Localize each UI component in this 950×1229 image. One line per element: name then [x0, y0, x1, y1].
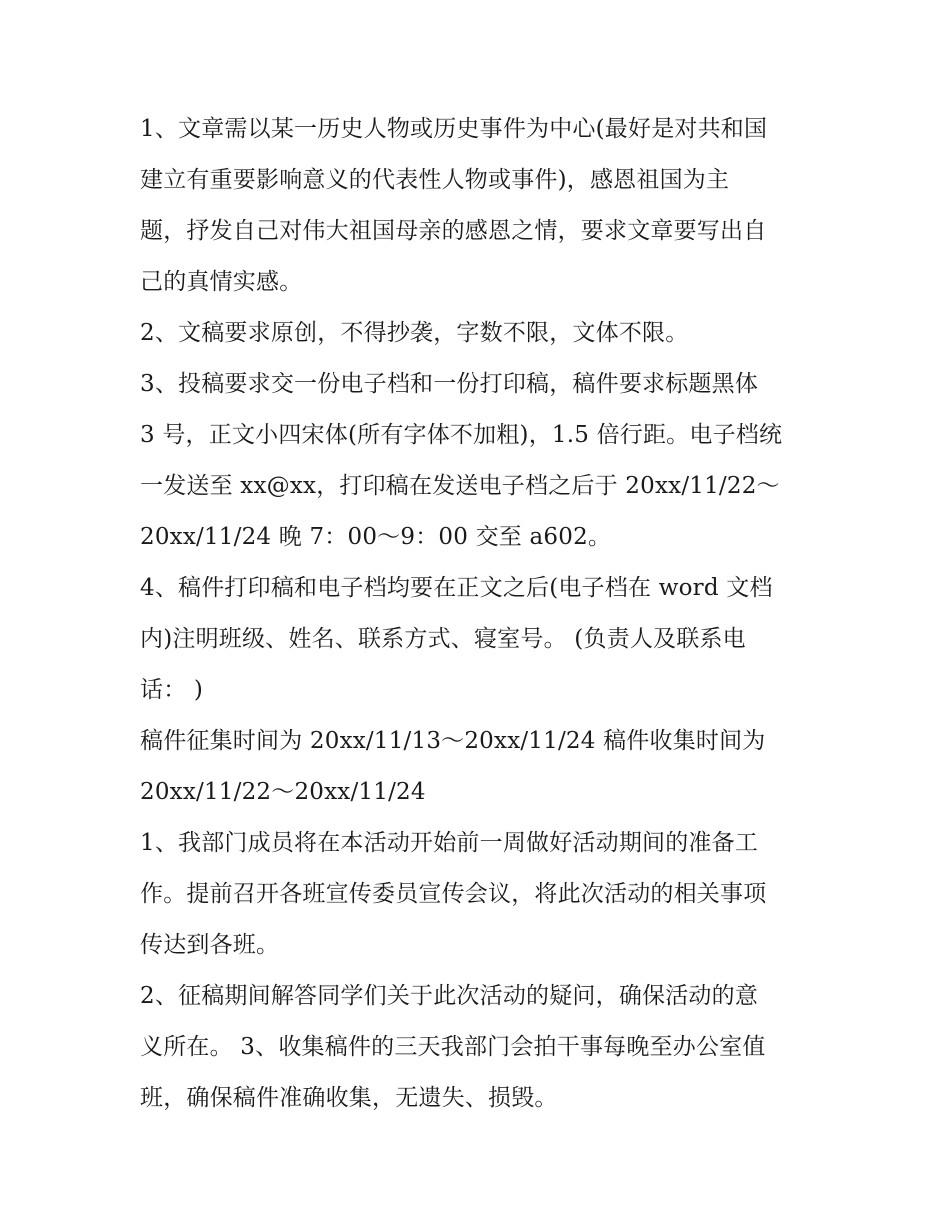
document-body	[140, 104, 830, 1124]
text-line-1: 1、文章需以某一历史人物或历史事件为中心(最好是对共和国	[140, 116, 768, 142]
text-line-13: 稿件征集时间为 20xx/11/13～20xx/11/24 稿件收集时间为	[140, 728, 766, 754]
text-line-20: 班，确保稿件准确收集，无遗失、损毁。	[140, 1085, 558, 1111]
text-line-14: 20xx/11/22～20xx/11/24	[140, 779, 426, 805]
text-line-16: 作。提前召开各班宣传委员宣传会议，将此次活动的相关事项	[140, 881, 767, 907]
text-line-3: 题，抒发自己对伟大祖国母亲的感恩之情，要求文章要写出自	[140, 218, 767, 244]
text-line-4: 己的真情实感。	[140, 269, 303, 295]
text-line-8: 一发送至 xx@xx，打印稿在发送电子档之后于 20xx/11/22～	[140, 473, 780, 499]
text-line-17: 传达到各班。	[140, 932, 280, 958]
text-line-5: 2、文稿要求原创，不得抄袭，字数不限，文体不限。	[140, 320, 689, 346]
text-line-11: 内)注明班级、姓名、联系方式、寝室号。 (负责人及联系电	[140, 626, 746, 652]
text-line-2: 建立有重要影响意义的代表性人物或事件)，感恩祖国为主	[140, 167, 730, 193]
text-line-7: 3 号，正文小四宋体(所有字体不加粗)，1.5 倍行距。电子档统	[140, 422, 783, 448]
text-line-18: 2、征稿期间解答同学们关于此次活动的疑问，确保活动的意	[140, 983, 759, 1009]
text-line-15: 1、我部门成员将在本活动开始前一周做好活动期间的准备工	[140, 830, 759, 856]
text-line-6: 3、投稿要求交一份电子档和一份打印稿，稿件要求标题黑体	[140, 371, 759, 397]
text-line-12: 话： )	[140, 677, 204, 703]
text-line-9: 20xx/11/24 晚 7：00～9：00 交至 a602。	[140, 524, 612, 550]
text-line-19: 义所在。 3、收集稿件的三天我部门会拍干事每晚至办公室值	[140, 1034, 766, 1060]
text-line-10: 4、稿件打印稿和电子档均要在正文之后(电子档在 word 文档	[140, 575, 773, 601]
